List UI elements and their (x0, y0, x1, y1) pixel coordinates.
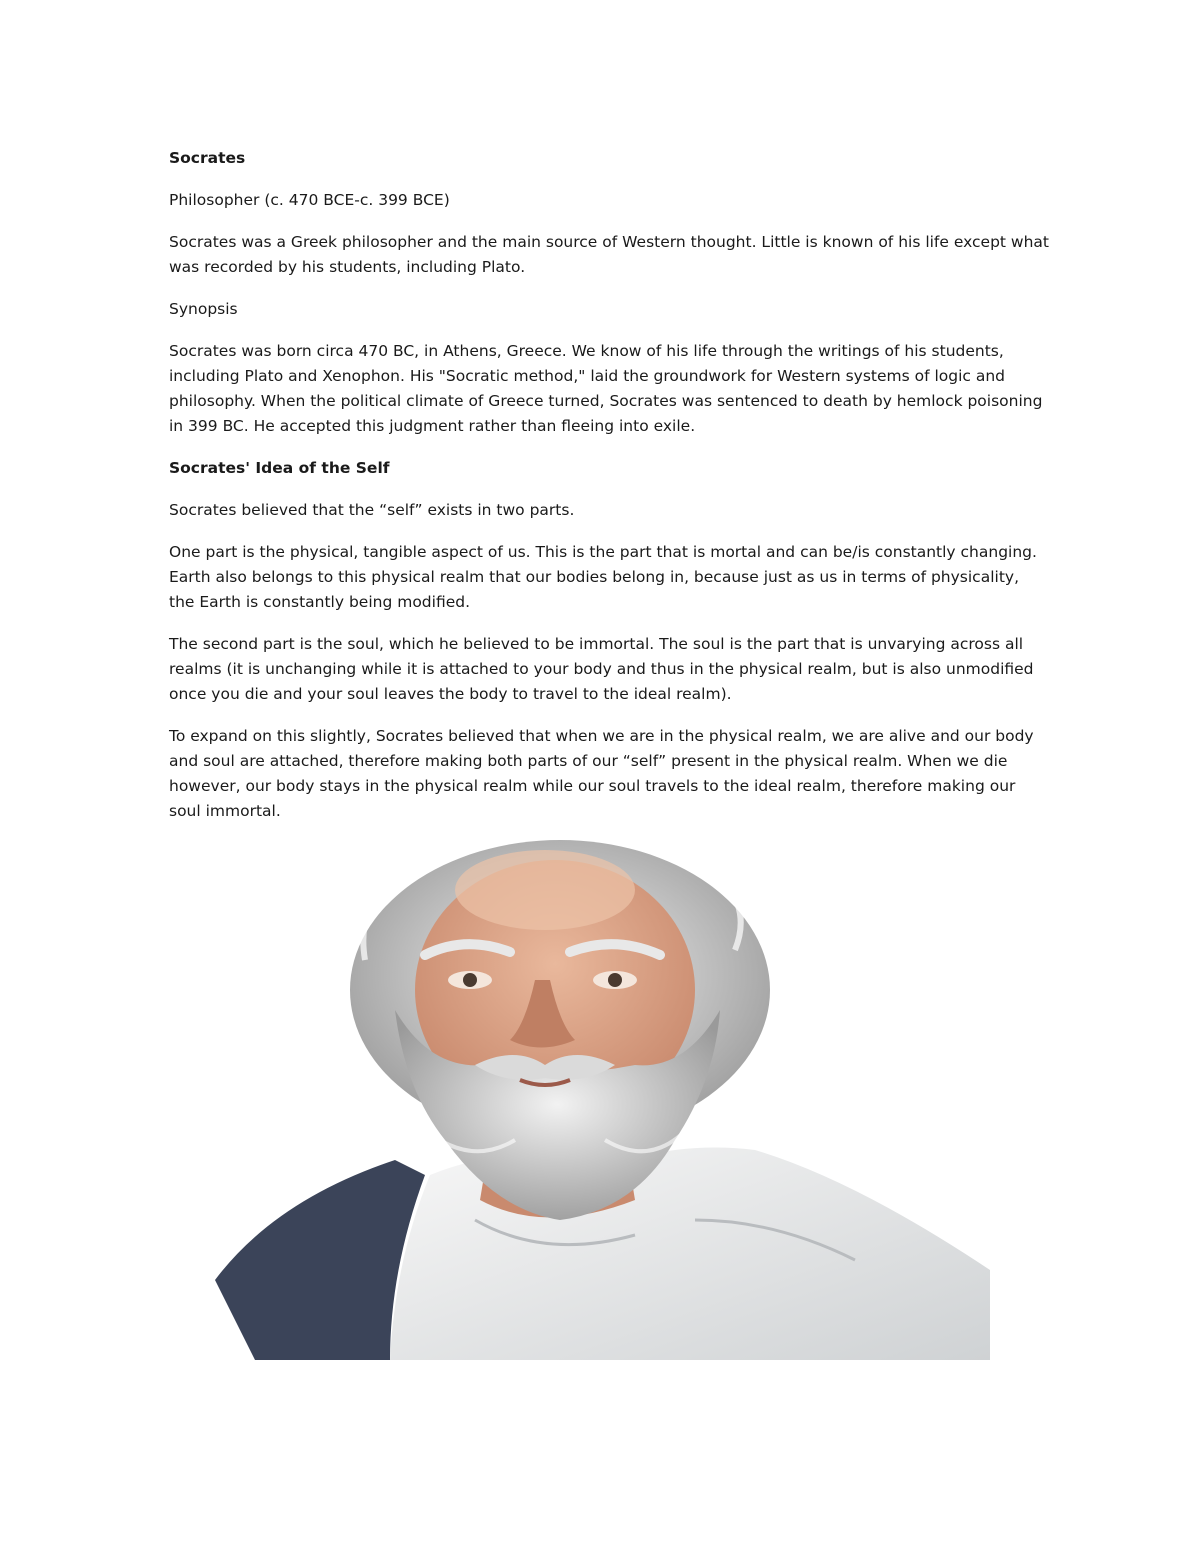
intro-paragraph: Socrates was a Greek philosopher and the main source of Western thought. Little is known of his life except what was recorded by his students, including Plato. (169, 233, 1049, 276)
synopsis-paragraph: Socrates was born circa 470 BC, in Athens, Greece. We know of his life through the writings of his students, including Plato and Xenophon. His "Socratic method," laid the groundwork for Western systems of logic and philosophy. When the political climate of Greece turned, Socrates was sentenced to death by hemlock poisoning in 399 BC. He accepted this judgment rather than fleeing into exile. (169, 342, 1043, 435)
paragraph-two-parts: Socrates believed that the “self” exists in two parts. (169, 501, 575, 519)
synopsis-label: Synopsis (169, 300, 238, 318)
paragraph-expansion: To expand on this slightly, Socrates believed that when we are in the physical realm, we are alive and our body and soul are attached, therefore making both parts of our “self” present in the physical realm. When we die however, our body stays in the physical realm while our soul travels to the ideal realm, therefore making our soul immortal. (169, 727, 1034, 820)
subtitle: Philosopher (c. 470 BCE-c. 399 BCE) (169, 191, 450, 209)
document-body (169, 146, 1049, 841)
socrates-portrait (215, 840, 990, 1360)
page-title: Socrates (169, 149, 246, 167)
paragraph-physical: One part is the physical, tangible aspect of us. This is the part that is mortal and can be/is constantly changing. Earth also belongs to this physical realm that our bodies belong in, because just as us in terms of physicality, the Earth is constantly being modified. (169, 543, 1037, 611)
paragraph-soul: The second part is the soul, which he believed to be immortal. The soul is the part that is unvarying across all realms (it is unchanging while it is attached to your body and thus in the physical realm, but is also unmodified once you die and your soul leaves the body to travel to the ideal realm). (169, 635, 1034, 703)
section-heading: Socrates' Idea of the Self (169, 459, 390, 477)
